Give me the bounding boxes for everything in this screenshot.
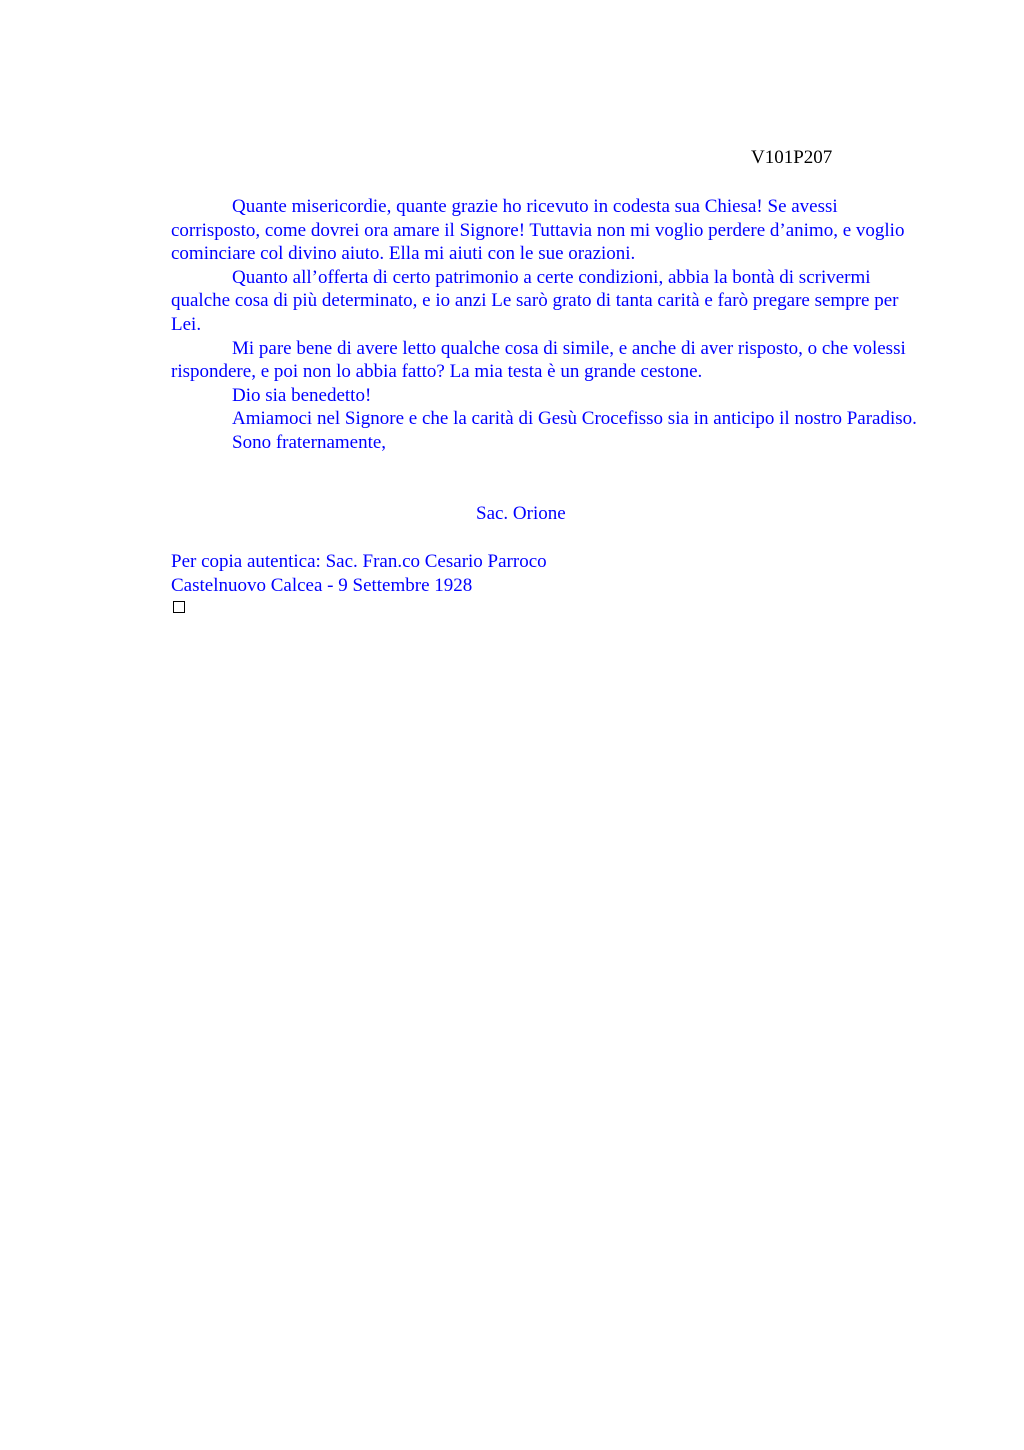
authentication-note <box>171 550 547 598</box>
paragraph: Quante misericordie, quante grazie ho ricevuto in codesta sua Chiesa! Se avessi corrisposto, come dovrei ora amare il Signore! Tuttavia non mi voglio perdere d’animo, e voglio cominciare col divino aiuto. Ella mi aiuti con le sue orazioni. <box>171 196 905 265</box>
page-reference: V101P207 <box>751 147 833 168</box>
authentication-line: Per copia autentica: Sac. Fran.co Cesario Parroco <box>171 551 547 572</box>
letter-body <box>171 195 931 455</box>
place-date-line: Castelnuovo Calcea - 9 Settembre 1928 <box>171 575 473 596</box>
paragraph: Sono fraternamente, <box>232 431 387 453</box>
paragraph: Dio sia benedetto! <box>232 384 372 406</box>
empty-square-icon <box>173 601 185 613</box>
signature: Sac. Orione <box>476 503 566 524</box>
paragraph: Quanto all’offerta di certo patrimonio a certe condizioni, abbia la bontà di scrivermi qualche cosa di più determinato, e io anzi Le sarò grato di tanta carità e farò pregare sempre per Lei. <box>171 266 899 335</box>
paragraph: Amiamoci nel Signore e che la carità di Gesù Crocefisso sia in anticipo il nostro Paradiso. <box>232 408 917 430</box>
paragraph: Mi pare bene di avere letto qualche cosa di simile, e anche di aver risposto, o che volessi rispondere, e poi non lo abbia fatto? La mia testa è un grande cestone. <box>171 337 906 383</box>
